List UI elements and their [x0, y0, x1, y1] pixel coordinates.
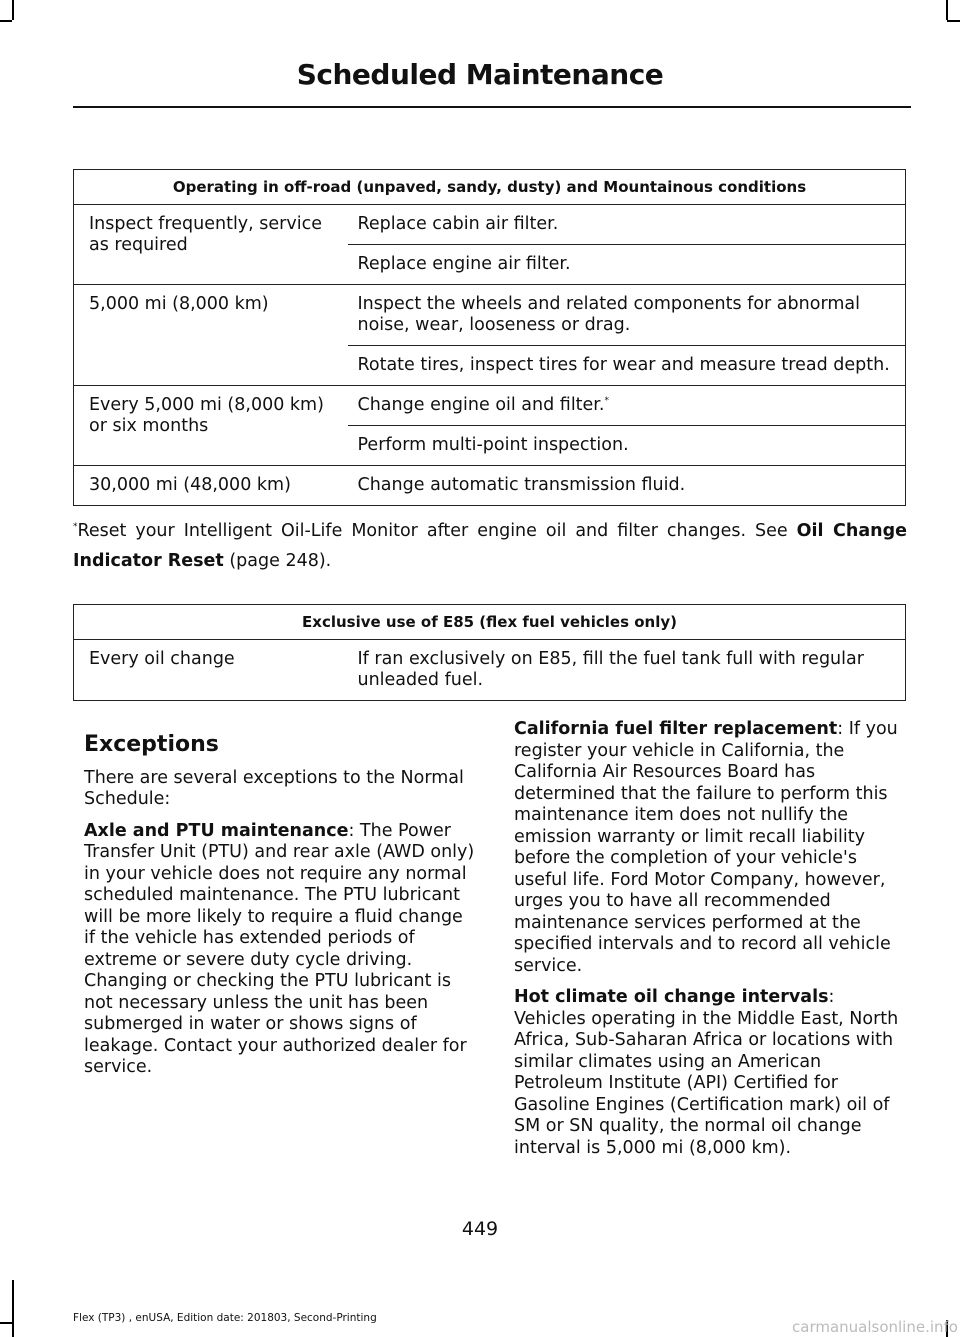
- paragraph-title: Axle and PTU maintenance: [84, 820, 349, 841]
- paragraph: [514, 719, 908, 977]
- table-row: [74, 205, 906, 245]
- action-cell: Inspect the wheels and related components for abnormal noise, wear, looseness or drag.: [348, 285, 906, 346]
- paragraph-text: : If you register your vehicle in California, the California Air Resources Board has determined that the failure to perform this maintenance item does not nullify the emission warranty or limit recall liability before the completion of your vehicle's useful life. Ford Motor Company, however, urges you to have all recommended maintenance services performed at the specified intervals and to record all vehicle service.: [514, 719, 898, 976]
- table-heading: Operating in off-road (unpaved, sandy, dusty) and Mountainous conditions: [74, 170, 906, 205]
- schedule-cell: Inspect frequently, service as required: [74, 205, 348, 285]
- schedule-cell: Every 5,000 mi (8,000 km) or six months: [74, 386, 348, 466]
- page-reference: (page 248).: [223, 551, 332, 571]
- action-cell: Replace cabin air filter.: [348, 205, 906, 245]
- table-heading: Exclusive use of E85 (flex fuel vehicles only): [74, 605, 906, 640]
- table-header-row: [74, 170, 906, 205]
- paragraph: There are several exceptions to the Normal Schedule:: [84, 767, 464, 809]
- schedule-cell: 30,000 mi (48,000 km): [74, 466, 348, 506]
- paragraph-text: : The Power Transfer Unit (PTU) and rear axle (AWD only) in your vehicle does not require any normal scheduled maintenance. The PTU lubricant will be more likely to require a fluid change if the vehicle has extended periods of extreme or severe duty cycle driving. Changing or checking the PTU lubricant is not necessary unless the unit has been submerged in water or shows signs of leakage. Contact your authorized dealer for service.: [84, 820, 475, 1077]
- crop-mark: [12, 1280, 14, 1337]
- page-title: Scheduled Maintenance: [296, 58, 664, 91]
- action-cell: Change automatic transmission fluid.: [348, 466, 906, 506]
- cross-reference-link[interactable]: Oil Change Indicator Reset: [73, 521, 907, 571]
- crop-mark: [947, 20, 960, 22]
- crop-mark: [12, 0, 14, 20]
- action-cell: [348, 386, 906, 426]
- action-cell: Perform multi-point inspection.: [348, 426, 906, 466]
- crop-mark: [946, 0, 948, 20]
- paragraph-title: Hot climate oil change intervals: [514, 987, 829, 1007]
- table-header-row: [74, 605, 906, 640]
- schedule-cell: Every oil change: [74, 640, 348, 701]
- watermark: carmanualsonline.info: [792, 1318, 958, 1336]
- action-cell: Replace engine air filter.: [348, 245, 906, 285]
- schedule-cell: 5,000 mi (8,000 km): [74, 285, 348, 386]
- paragraph-text: : Vehicles operating in the Middle East, North Africa, Sub-Saharan Africa or locations with similar climates using an American Petroleum Institute (API) Certified for Gasoline Engines (Certification mark) oil of SM or SN quality, the normal oil change interval is 5,000 mi (8,000 km).: [514, 987, 899, 1158]
- action-text: Change engine oil and filter.: [357, 395, 605, 415]
- footnote-marker: *: [73, 522, 78, 533]
- edition-footer: Flex (TP3) , enUSA, Edition date: 201803, Second-Printing: [73, 1312, 377, 1324]
- action-cell: If ran exclusively on E85, fill the fuel tank full with regular unleaded fuel.: [348, 640, 906, 701]
- paragraph-title: California fuel filter replacement: [514, 719, 838, 739]
- paragraph: [514, 987, 908, 1159]
- action-cell: Rotate tires, inspect tires for wear and measure tread depth.: [348, 346, 906, 386]
- right-column: [514, 719, 908, 1169]
- footnote-marker: *: [604, 396, 609, 407]
- header-divider: [73, 106, 911, 108]
- table-row: [74, 466, 906, 506]
- section-heading: Exceptions: [84, 732, 219, 757]
- table-row: [74, 386, 906, 426]
- e85-table: [73, 604, 906, 701]
- off-road-maintenance-table: [73, 169, 906, 506]
- table-footnote: [73, 516, 907, 576]
- footnote-text: Reset your Intelligent Oil-Life Monitor after engine oil and filter changes. See: [77, 521, 797, 541]
- left-column: [84, 734, 476, 1089]
- table-row: [74, 285, 906, 346]
- table-row: [74, 640, 906, 701]
- page-number: 449: [461, 1218, 499, 1240]
- crop-mark: [0, 1322, 12, 1324]
- paragraph: [84, 821, 476, 1079]
- crop-mark: [0, 20, 12, 22]
